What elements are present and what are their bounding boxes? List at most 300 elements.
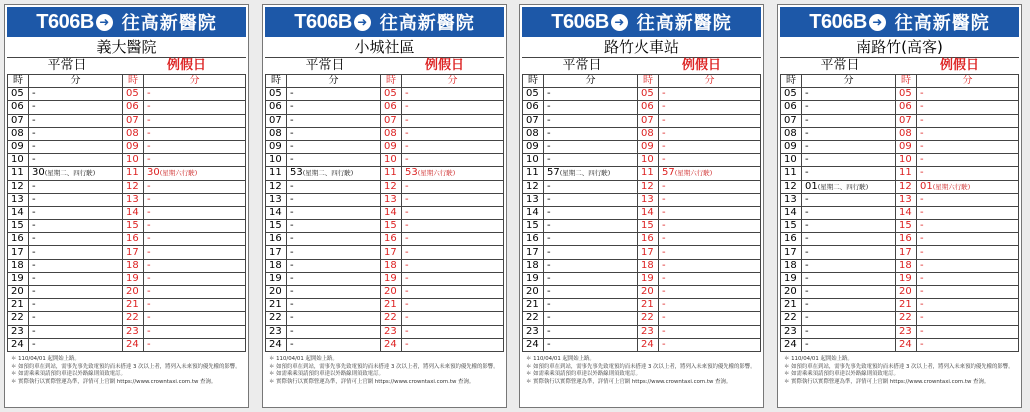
holiday-minutes	[659, 206, 761, 219]
holiday-hour: 20	[896, 286, 917, 299]
holiday-hour: 12	[638, 180, 659, 193]
no-trip-dash: -	[805, 246, 809, 258]
weekday-minutes	[29, 180, 123, 193]
no-trip-dash: -	[405, 246, 409, 258]
holiday-minutes	[144, 286, 246, 299]
weekday-hour: 20	[266, 286, 287, 299]
note-line: ＊ 110/04/01 起開始上路。	[784, 356, 853, 362]
weekday-minutes	[29, 272, 123, 285]
weekday-hour: 16	[8, 233, 29, 246]
weekday-minutes	[29, 259, 123, 272]
holiday-hour: 11	[638, 167, 659, 180]
no-trip-dash: -	[147, 127, 151, 139]
weekday-hour: 17	[8, 246, 29, 259]
header-hour-holiday: 時	[896, 75, 917, 88]
weekday-hour: 15	[781, 220, 802, 233]
holiday-hour: 12	[381, 180, 402, 193]
weekday-minutes	[802, 101, 896, 114]
holiday-minutes	[917, 220, 1019, 233]
weekday-hour: 05	[781, 88, 802, 101]
weekday-minutes	[544, 272, 638, 285]
holiday-hour: 12	[123, 180, 144, 193]
route-header	[780, 7, 1019, 37]
no-trip-dash: -	[32, 233, 36, 245]
header-minute: 分	[802, 75, 896, 88]
route-number: T606B	[809, 10, 867, 33]
holiday-minutes	[144, 312, 246, 325]
holiday-hour: 22	[123, 312, 144, 325]
holiday-minutes	[144, 220, 246, 233]
holiday-minutes	[402, 312, 504, 325]
table-row	[523, 180, 761, 193]
table-row	[266, 338, 504, 351]
no-trip-dash: -	[32, 325, 36, 337]
holiday-minutes	[659, 299, 761, 312]
holiday-minutes	[917, 114, 1019, 127]
destination: 往高新醫院	[894, 13, 990, 34]
holiday-hour: 16	[638, 233, 659, 246]
no-trip-dash: -	[920, 206, 924, 218]
note-line: ＊ 如預約車在到站，需事先事先致電預約而未搭達 3 次以上者，將列入未來預約優先權的影響。	[269, 363, 499, 370]
holiday-minutes	[917, 312, 1019, 325]
note-line: ＊ 如需乘乘須請預約車達以外路線則須致電訂。	[526, 371, 641, 378]
holiday-hour: 11	[896, 167, 917, 180]
weekday-minutes	[287, 220, 381, 233]
holiday-hour: 18	[896, 259, 917, 272]
no-trip-dash: -	[805, 101, 809, 113]
no-trip-dash: -	[290, 180, 294, 192]
weekday-hour: 10	[781, 154, 802, 167]
no-trip-dash: -	[547, 233, 551, 245]
holiday-minutes	[144, 193, 246, 206]
no-trip-dash: -	[920, 141, 924, 153]
header-hour-holiday: 時	[381, 75, 402, 88]
weekday-minutes	[802, 167, 896, 180]
no-trip-dash: -	[920, 312, 924, 324]
no-trip-dash: -	[662, 246, 666, 258]
no-trip-dash: -	[290, 127, 294, 139]
table-row	[523, 140, 761, 153]
no-trip-dash: -	[805, 220, 809, 232]
holiday-hour: 18	[381, 259, 402, 272]
no-trip-dash: -	[547, 272, 551, 284]
header-minute: 分	[29, 75, 123, 88]
table-row	[266, 233, 504, 246]
no-trip-dash: -	[32, 338, 36, 350]
table-row	[266, 220, 504, 233]
weekday-minutes	[802, 325, 896, 338]
note-line: ＊ 110/04/01 起開始上路。	[269, 356, 338, 362]
weekday-minutes	[287, 259, 381, 272]
holiday-minutes	[659, 259, 761, 272]
holiday-minutes	[144, 259, 246, 272]
schedule-table	[522, 74, 761, 352]
table-row	[523, 246, 761, 259]
weekday-minutes	[544, 325, 638, 338]
weekday-minutes	[802, 233, 896, 246]
no-trip-dash: -	[920, 88, 924, 100]
no-trip-dash: -	[547, 220, 551, 232]
holiday-hour: 21	[123, 299, 144, 312]
holiday-hour: 09	[896, 140, 917, 153]
holiday-hour: 10	[896, 154, 917, 167]
no-trip-dash: -	[405, 325, 409, 337]
no-trip-dash: -	[405, 272, 409, 284]
table-row	[781, 206, 1019, 219]
table-row	[8, 193, 246, 206]
note-line: ＊ 實際執行以實際營運為準，詳情可上官網 https://www.crowntaxi.com.tw 查詢。	[784, 378, 990, 385]
holiday-hour: 20	[123, 286, 144, 299]
weekday-minutes	[802, 246, 896, 259]
schedule-table	[780, 74, 1019, 352]
holiday-minutes	[659, 101, 761, 114]
holiday-hour: 20	[381, 286, 402, 299]
no-trip-dash: -	[805, 193, 809, 205]
stop-name: 義大醫院	[96, 38, 157, 56]
route-header	[265, 7, 504, 37]
weekday-hour: 15	[8, 220, 29, 233]
holiday-hour: 17	[638, 246, 659, 259]
holiday-minutes	[917, 272, 1019, 285]
holiday-minutes	[917, 101, 1019, 114]
holiday-minutes	[659, 338, 761, 351]
table-row	[781, 286, 1019, 299]
holiday-hour: 15	[123, 220, 144, 233]
no-trip-dash: -	[805, 88, 809, 100]
weekday-minutes	[287, 154, 381, 167]
holiday-minutes	[402, 114, 504, 127]
holiday-minutes	[144, 140, 246, 153]
holiday-hour: 24	[896, 338, 917, 351]
no-trip-dash: -	[32, 88, 36, 100]
weekday-hour: 06	[266, 101, 287, 114]
no-trip-dash: -	[662, 259, 666, 271]
table-row	[266, 167, 504, 180]
weekday-minutes	[544, 259, 638, 272]
no-trip-dash: -	[920, 233, 924, 245]
no-trip-dash: -	[920, 286, 924, 298]
weekday-minutes	[29, 193, 123, 206]
weekday-hour: 13	[781, 193, 802, 206]
weekday-hour: 06	[781, 101, 802, 114]
holiday-minutes	[402, 259, 504, 272]
weekday-hour: 19	[523, 272, 544, 285]
weekday-minutes	[544, 246, 638, 259]
weekday-minutes	[287, 114, 381, 127]
weekday-hour: 16	[266, 233, 287, 246]
no-trip-dash: -	[32, 141, 36, 153]
header-minute-holiday: 分	[659, 75, 761, 88]
holiday-minutes	[917, 167, 1019, 180]
table-row	[781, 193, 1019, 206]
weekday-minutes	[287, 127, 381, 140]
weekday-hour: 17	[781, 246, 802, 259]
header-hour: 時	[266, 75, 287, 88]
holiday-hour: 07	[896, 114, 917, 127]
holiday-hour: 20	[638, 286, 659, 299]
holiday-hour: 05	[638, 88, 659, 101]
no-trip-dash: -	[290, 206, 294, 218]
no-trip-dash: -	[547, 154, 551, 166]
holiday-hour: 11	[123, 167, 144, 180]
no-trip-dash: -	[920, 167, 924, 179]
table-row	[781, 220, 1019, 233]
table-row	[781, 233, 1019, 246]
holiday-hour: 15	[896, 220, 917, 233]
weekday-minutes	[29, 220, 123, 233]
no-trip-dash: -	[662, 272, 666, 284]
no-trip-dash: -	[662, 114, 666, 126]
header-hour: 時	[523, 75, 544, 88]
no-trip-dash: -	[32, 206, 36, 218]
no-trip-dash: -	[805, 338, 809, 350]
timetable-panel	[4, 4, 249, 408]
holiday-minutes	[402, 272, 504, 285]
holiday-minutes	[659, 246, 761, 259]
holiday-hour: 22	[638, 312, 659, 325]
holiday-minutes	[659, 193, 761, 206]
holiday-minutes	[402, 167, 504, 180]
table-row	[266, 180, 504, 193]
no-trip-dash: -	[290, 246, 294, 258]
holiday-minutes	[659, 167, 761, 180]
note-line: ＊ 如需乘乘須請預約車達以外路線則須致電訂。	[784, 371, 899, 378]
holiday-hour: 07	[638, 114, 659, 127]
no-trip-dash: -	[32, 101, 36, 113]
weekday-hour: 24	[266, 338, 287, 351]
table-row	[8, 259, 246, 272]
route-number: T606B	[294, 10, 352, 33]
holiday-minutes	[659, 286, 761, 299]
holiday-hour: 11	[381, 167, 402, 180]
table-row	[8, 114, 246, 127]
no-trip-dash: -	[547, 180, 551, 192]
no-trip-dash: -	[920, 325, 924, 337]
no-trip-dash: -	[147, 220, 151, 232]
no-trip-dash: -	[147, 114, 151, 126]
no-trip-dash: -	[662, 220, 666, 232]
weekday-hour: 16	[781, 233, 802, 246]
table-row	[523, 220, 761, 233]
weekday-hour: 11	[8, 167, 29, 180]
weekday-minutes	[544, 206, 638, 219]
no-trip-dash: -	[290, 141, 294, 153]
note-line: ＊ 110/04/01 起開始上路。	[526, 356, 595, 362]
no-trip-dash: -	[147, 338, 151, 350]
weekday-minutes	[802, 206, 896, 219]
weekday-minutes	[29, 88, 123, 101]
weekday-hour: 12	[523, 180, 544, 193]
weekday-hour: 24	[781, 338, 802, 351]
holiday-hour: 19	[123, 272, 144, 285]
no-trip-dash: -	[547, 312, 551, 324]
holiday-minutes	[917, 299, 1019, 312]
weekday-minutes	[544, 299, 638, 312]
trip-minute: 53	[290, 167, 303, 179]
weekday-minutes	[29, 286, 123, 299]
destination: 往高新醫院	[379, 13, 475, 34]
no-trip-dash: -	[547, 114, 551, 126]
no-trip-dash: -	[147, 88, 151, 100]
holiday-minutes	[659, 312, 761, 325]
weekday-hour: 12	[266, 180, 287, 193]
holiday-hour: 23	[638, 325, 659, 338]
no-trip-dash: -	[290, 88, 294, 100]
table-row	[266, 193, 504, 206]
weekday-minutes	[287, 325, 381, 338]
no-trip-dash: -	[547, 259, 551, 271]
table-row	[523, 193, 761, 206]
weekday-hour: 08	[523, 127, 544, 140]
no-trip-dash: -	[290, 325, 294, 337]
no-trip-dash: -	[405, 101, 409, 113]
no-trip-dash: -	[290, 338, 294, 350]
holiday-minutes	[917, 246, 1019, 259]
weekday-hour: 11	[523, 167, 544, 180]
timetable-panel	[777, 4, 1022, 408]
weekday-hour: 09	[266, 140, 287, 153]
weekday-hour: 12	[8, 180, 29, 193]
no-trip-dash: -	[805, 233, 809, 245]
holiday-label: 例假日	[424, 58, 464, 73]
trip-minute: 30	[32, 167, 45, 179]
weekday-hour: 15	[523, 220, 544, 233]
trip-minute: 57	[547, 167, 560, 179]
no-trip-dash: -	[147, 206, 151, 218]
weekday-minutes	[287, 193, 381, 206]
trip-note: (星期六行駛)	[417, 169, 456, 178]
trip-minute: 01	[805, 180, 818, 192]
weekday-minutes	[287, 246, 381, 259]
no-trip-dash: -	[147, 193, 151, 205]
note-line: ＊ 實際執行以實際營運為準，詳情可上官網 https://www.crowntaxi.com.tw 查詢。	[11, 378, 217, 385]
weekday-hour: 12	[781, 180, 802, 193]
holiday-minutes	[402, 206, 504, 219]
table-row	[523, 272, 761, 285]
holiday-hour: 14	[381, 206, 402, 219]
weekday-minutes	[29, 325, 123, 338]
table-row	[781, 312, 1019, 325]
table-row	[8, 272, 246, 285]
no-trip-dash: -	[405, 88, 409, 100]
no-trip-dash: -	[547, 338, 551, 350]
weekday-hour: 22	[8, 312, 29, 325]
holiday-minutes	[402, 88, 504, 101]
weekday-hour: 05	[523, 88, 544, 101]
holiday-hour: 05	[896, 88, 917, 101]
weekday-minutes	[29, 338, 123, 351]
weekday-minutes	[802, 286, 896, 299]
holiday-hour: 23	[896, 325, 917, 338]
trip-note: (星期六行駛)	[932, 182, 971, 191]
table-row	[8, 154, 246, 167]
holiday-hour: 13	[123, 193, 144, 206]
holiday-hour: 06	[381, 101, 402, 114]
table-row	[266, 206, 504, 219]
no-trip-dash: -	[405, 180, 409, 192]
table-row	[523, 338, 761, 351]
holiday-minutes	[659, 154, 761, 167]
header-hour: 時	[781, 75, 802, 88]
holiday-hour: 14	[123, 206, 144, 219]
no-trip-dash: -	[805, 259, 809, 271]
no-trip-dash: -	[805, 286, 809, 298]
notes-block	[526, 356, 759, 386]
holiday-hour: 06	[638, 101, 659, 114]
weekday-hour: 20	[523, 286, 544, 299]
no-trip-dash: -	[805, 206, 809, 218]
weekday-minutes	[544, 312, 638, 325]
weekday-label: 平常日	[820, 58, 860, 73]
no-trip-dash: -	[547, 127, 551, 139]
table-row	[266, 114, 504, 127]
weekday-minutes	[802, 180, 896, 193]
holiday-label: 例假日	[939, 58, 979, 73]
table-row	[8, 127, 246, 140]
weekday-hour: 10	[266, 154, 287, 167]
no-trip-dash: -	[662, 233, 666, 245]
no-trip-dash: -	[147, 180, 151, 192]
no-trip-dash: -	[147, 299, 151, 311]
table-row	[8, 325, 246, 338]
no-trip-dash: -	[290, 154, 294, 166]
table-row	[8, 180, 246, 193]
weekday-hour: 07	[781, 114, 802, 127]
holiday-minutes	[917, 88, 1019, 101]
note-line: ＊ 如預約車在到站，需事先事先致電預約而未搭達 3 次以上者，將列入未來預約優先權的影響。	[11, 363, 241, 370]
arrow-right-circle-icon: ➜	[354, 14, 371, 31]
table-row	[781, 246, 1019, 259]
no-trip-dash: -	[547, 101, 551, 113]
holiday-minutes	[659, 233, 761, 246]
holiday-minutes	[402, 101, 504, 114]
note-line: ＊ 如需乘乘須請預約車達以外路線則須致電訂。	[269, 371, 384, 378]
no-trip-dash: -	[147, 325, 151, 337]
holiday-hour: 19	[896, 272, 917, 285]
weekday-minutes	[544, 286, 638, 299]
table-row	[8, 299, 246, 312]
no-trip-dash: -	[920, 154, 924, 166]
table-row	[8, 206, 246, 219]
weekday-hour: 17	[266, 246, 287, 259]
holiday-minutes	[659, 114, 761, 127]
weekday-hour: 20	[781, 286, 802, 299]
no-trip-dash: -	[920, 259, 924, 271]
holiday-minutes	[402, 180, 504, 193]
weekday-minutes	[29, 246, 123, 259]
no-trip-dash: -	[547, 88, 551, 100]
no-trip-dash: -	[662, 127, 666, 139]
holiday-hour: 21	[381, 299, 402, 312]
table-row	[781, 338, 1019, 351]
no-trip-dash: -	[920, 193, 924, 205]
note-line: ＊ 110/04/01 起開始上路。	[11, 356, 80, 362]
weekday-hour: 14	[781, 206, 802, 219]
holiday-minutes	[402, 193, 504, 206]
holiday-minutes	[917, 180, 1019, 193]
holiday-hour: 19	[638, 272, 659, 285]
holiday-hour: 07	[381, 114, 402, 127]
weekday-hour: 21	[266, 299, 287, 312]
no-trip-dash: -	[405, 299, 409, 311]
weekday-hour: 21	[523, 299, 544, 312]
table-row	[523, 167, 761, 180]
holiday-hour: 15	[381, 220, 402, 233]
header-minute: 分	[287, 75, 381, 88]
no-trip-dash: -	[147, 233, 151, 245]
holiday-hour: 16	[381, 233, 402, 246]
holiday-minutes	[402, 233, 504, 246]
